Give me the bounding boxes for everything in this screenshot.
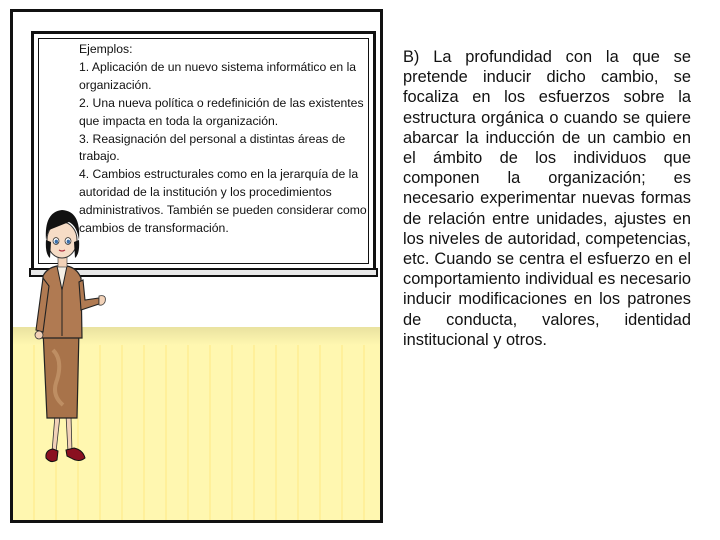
- teacher-leg-right: [66, 415, 72, 452]
- comic-panel: [10, 9, 383, 523]
- whiteboard-examples-text: Ejemplos: 1. Aplicación de un nuevo sistema informático en la organización. 2. Una nueva política o redefinición de las existentes que impacta en toda la organización. 3. Reasignación del personal a distintas áreas de trabajo. 4. Cambios estructurales como en la jerarquía de la autoridad de la institución y los procedimientos administrativos. También se pueden considerar como cambios de transformación.: [79, 42, 367, 236]
- teacher-hand: [99, 296, 105, 306]
- explanation-paragraph: B) La profundidad con la que se pretende inducir dicho cambio, se focaliza en los esfuerzos sobre la estructura orgánica o cuando se quiere abarcar la inducción de un cambio en el ámbito de los individuos que componen la organización; es necesario experimentar nuevas formas de relación entre unidades, ajustes en los niveles de autoridad, competencias, etc. Cuando se centra el esfuerzo en el comportamiento individual es necesario inducir modificaciones en los patrones de conducta, valores, identidad institucional y otros.: [403, 48, 691, 349]
- teacher-leg-left: [52, 415, 60, 452]
- teacher-shoe-left: [46, 449, 58, 462]
- teacher-arm-right: [79, 280, 99, 310]
- teacher-shoe-right: [66, 448, 85, 461]
